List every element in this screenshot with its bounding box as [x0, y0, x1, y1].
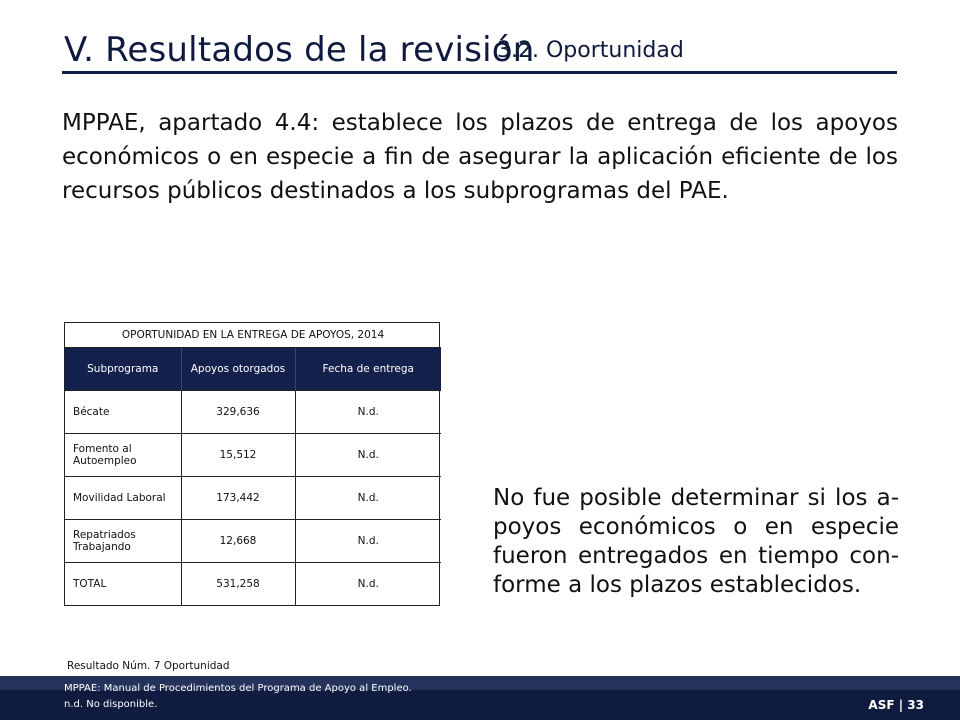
cell-apoyos: 173,442 — [181, 477, 295, 520]
page-number: ASF | 33 — [868, 698, 924, 712]
cell-apoyos: 12,668 — [181, 520, 295, 563]
cell-apoyos: 15,512 — [181, 434, 295, 477]
footer-note — [64, 681, 412, 713]
cell-subprograma: Bécate — [65, 391, 181, 434]
column-header-fecha: Fecha de entrega — [295, 348, 441, 391]
conclusion-paragraph: No fue posible determinar si los a-poyos económicos o en especie fueron entregados en tiempo con-forme a los plazos establecidos. — [493, 485, 899, 598]
cell-fecha: N.d. — [295, 434, 441, 477]
footer-note-line1: MPPAE: Manual de Procedimientos del Programa de Apoyo al Empleo. — [64, 683, 412, 694]
intro-paragraph: MPPAE, apartado 4.4: establece los plazos de entrega de los apoyos económicos o en especie a fin de asegurar la aplicación eficiente de los recursos públicos destinados a los subprogramas del PAE. — [62, 110, 898, 204]
cell-fecha: N.d. — [295, 563, 441, 606]
cell-fecha: N.d. — [295, 391, 441, 434]
cell-fecha: N.d. — [295, 477, 441, 520]
cell-subprograma: Movilidad Laboral — [65, 477, 181, 520]
table-caption: OPORTUNIDAD EN LA ENTREGA DE APOYOS, 2014 — [65, 323, 441, 348]
cell-subprograma: TOTAL — [65, 563, 181, 606]
table-header-row — [65, 348, 441, 391]
footer-note-line2: n.d. No disponible. — [64, 699, 158, 710]
column-header-apoyos: Apoyos otorgados — [181, 348, 295, 391]
cell-apoyos: 329,636 — [181, 391, 295, 434]
cell-subprograma: Repatriados Trabajando — [65, 520, 181, 563]
column-header-subprograma: Subprograma — [65, 348, 181, 391]
cell-apoyos: 531,258 — [181, 563, 295, 606]
result-label: Resultado Núm. 7 Oportunidad — [67, 660, 230, 672]
section-subtitle: 3.2. Oportunidad — [497, 38, 684, 63]
page-title: V. Resultados de la revisión — [64, 30, 535, 70]
table-row — [65, 477, 441, 520]
cell-fecha: N.d. — [295, 520, 441, 563]
footer-bar — [0, 676, 960, 720]
title-underline — [62, 71, 897, 74]
table-row — [65, 434, 441, 477]
table-row — [65, 520, 441, 563]
table-row-total — [65, 563, 441, 606]
table-row — [65, 391, 441, 434]
cell-subprograma: Fomento al Autoempleo — [65, 434, 181, 477]
opportunity-table — [64, 322, 440, 606]
